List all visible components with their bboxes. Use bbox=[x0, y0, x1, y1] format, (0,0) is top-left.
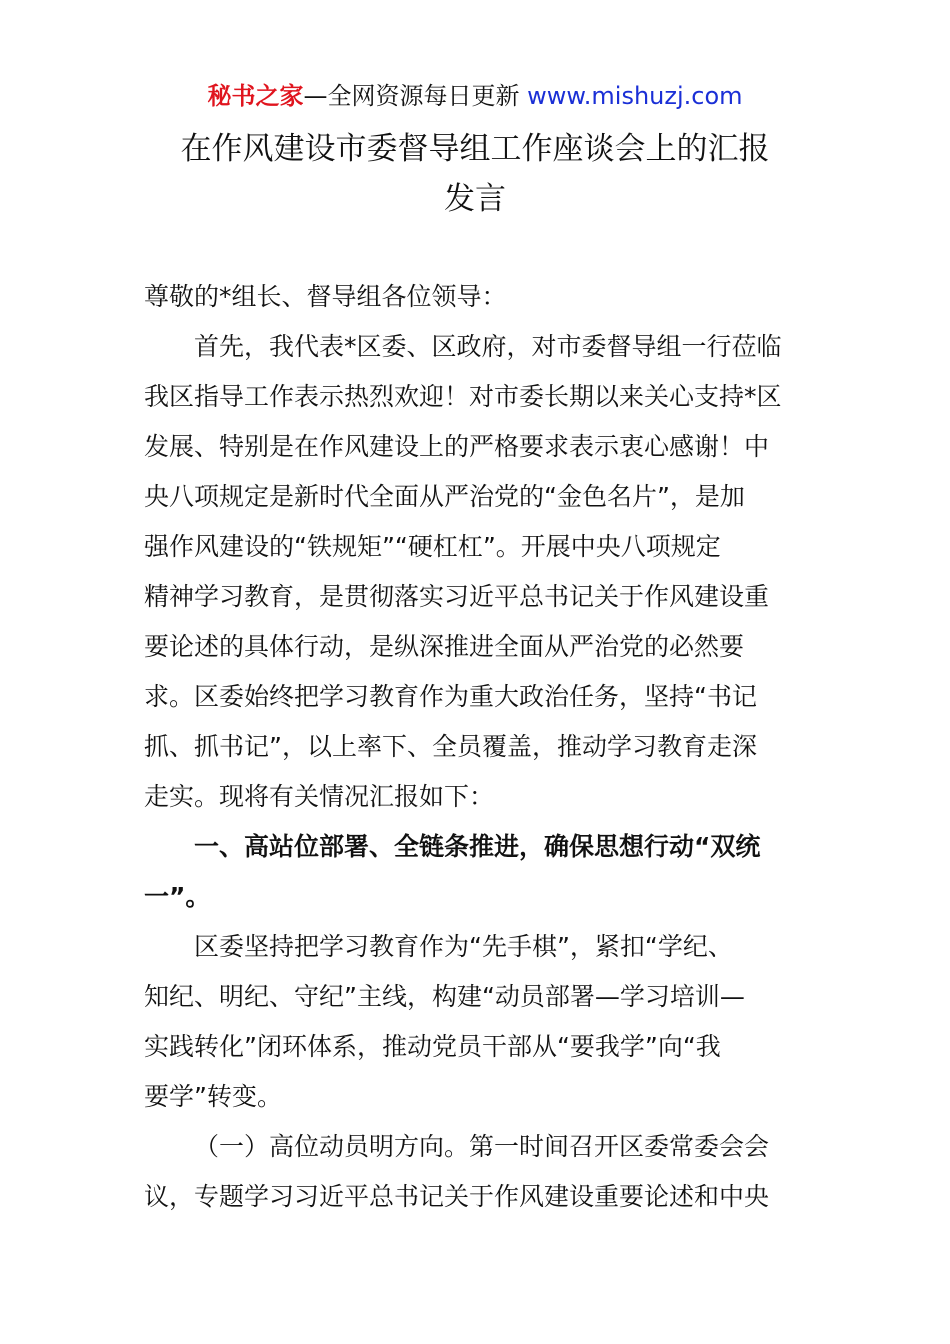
paragraph-line: 发展、特别是在作风建设上的严格要求表示衷心感谢！中 bbox=[144, 432, 770, 461]
document-body bbox=[144, 272, 810, 1222]
paragraph-line: 我区指导工作表示热烈欢迎！对市委长期以来关心支持*区 bbox=[144, 382, 782, 411]
paragraph-line: 强作风建设的“铁规矩”“硬杠杠”。开展中央八项规定 bbox=[144, 532, 721, 561]
paragraph-line: （一）高位动员明方向。第一时间召开区委常委会会 bbox=[194, 1132, 770, 1161]
paragraph-line: 知纪、明纪、守纪”主线，构建“动员部署—学习培训— bbox=[144, 982, 745, 1011]
paragraph-line: 区委坚持把学习教育作为“先手棋”，紧扣“学纪、 bbox=[194, 932, 733, 961]
brand-name: 秘书之家 bbox=[207, 82, 304, 110]
paragraph-line: 抓、抓书记”，以上率下、全员覆盖，推动学习教育走深 bbox=[144, 732, 757, 761]
section-heading-line: 一”。 bbox=[144, 882, 211, 911]
paragraph-line: 要论述的具体行动，是纵深推进全面从严治党的必然要 bbox=[144, 632, 745, 661]
section-heading-line: 一、高站位部署、全链条推进，确保思想行动“双统 bbox=[194, 832, 761, 861]
header-slogan: —全网资源每日更新 bbox=[303, 82, 520, 110]
site-url-link[interactable]: www.mishuzj.com bbox=[527, 82, 743, 110]
paragraph-line: 精神学习教育，是贯彻落实习近平总书记关于作风建设重 bbox=[144, 582, 770, 611]
title-line-1: 在作风建设市委督导组工作座谈会上的汇报 bbox=[180, 131, 770, 167]
paragraph-line: 议，专题学习习近平总书记关于作风建设重要论述和中央 bbox=[144, 1182, 770, 1211]
title-line-2: 发言 bbox=[444, 181, 506, 217]
paragraph-line: 求。区委始终把学习教育作为重大政治任务，坚持“书记 bbox=[144, 682, 757, 711]
paragraph-line: 走实。现将有关情况汇报如下： bbox=[144, 782, 495, 811]
site-header bbox=[0, 80, 950, 112]
salutation: 尊敬的*组长、督导组各位领导： bbox=[144, 282, 507, 311]
document-title bbox=[140, 124, 810, 224]
paragraph-line: 首先，我代表*区委、区政府，对市委督导组一行莅临 bbox=[194, 332, 782, 361]
paragraph-line: 要学”转变。 bbox=[144, 1082, 282, 1111]
paragraph-line: 实践转化”闭环体系，推动党员干部从“要我学”向“我 bbox=[144, 1032, 721, 1061]
paragraph-line: 央八项规定是新时代全面从严治党的“金色名片”，是加 bbox=[144, 482, 745, 511]
